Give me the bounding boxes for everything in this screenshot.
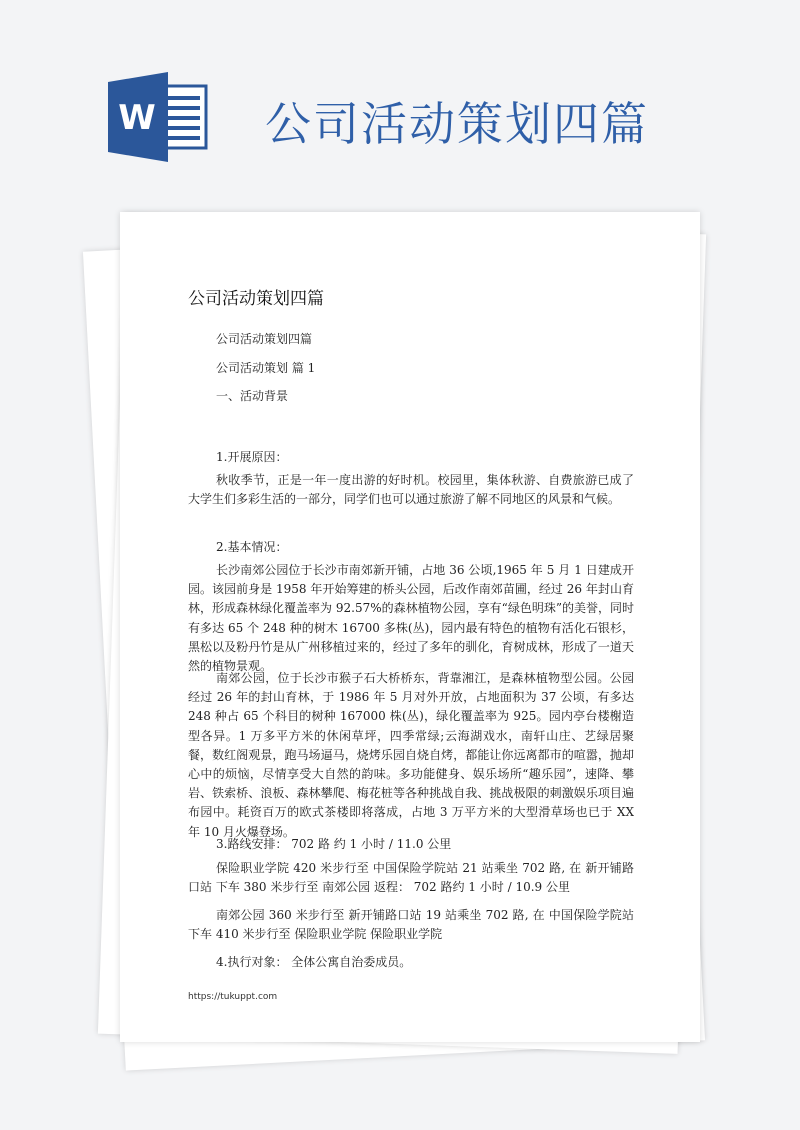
doc-line-1: 公司活动策划四篇: [216, 332, 313, 346]
section-heading-background: 一、活动背景: [216, 389, 289, 403]
banner: [0, 0, 800, 200]
doc-line-2: 公司活动策划 篇 1: [216, 361, 316, 375]
section-heading-reason: 1.开展原因：: [216, 450, 288, 464]
word-icon-letter: W: [118, 98, 156, 138]
paragraph-park-details: 南郊公园，位于长沙市猴子石大桥桥东，背靠湘江，是森林植物型公园。公园经过 26 年的封山育林，于 1986 年 5 月对外开放，占地面积为 37 公顷，有多达 248 种占 65 个科目的树种 167000 株(丛)，绿化覆盖率为 925。园内亭台楼榭造型各异。1 万多平方米的休闲草坪，四季常绿;云海湖戏水，南轩山庄、艺绿居聚餐，数红阁观景，跑马场逼马，烧烤乐园自烧自烤，都能让你远离都市的喧嚣，抛却心中的烦恼，尽情享受大自然的韵味。多功能健身、娱乐场所“趣乐园”，速降、攀岩、铁索桥、浪板、森林攀爬、梅花桩等各种挑战自我、挑战极限的刺激娱乐项目遍布园中。耗资百万的欧式茶楼即将落成，占地 3 万平方米的大型滑草场也已于 XX 年 10 月火爆登场。: [188, 671, 634, 839]
paragraph-route-outbound: 保险职业学院 420 米步行至 中国保险学院站 21 站乘坐 702 路, 在 新开铺路口站 下车 380 米步行至 南郊公园 返程： 702 路约 1 小时 / 10.9 公里: [188, 861, 634, 895]
document-page: [120, 212, 700, 1042]
banner-title: 公司活动策划四篇: [265, 97, 649, 151]
paragraph-park-intro: 长沙南郊公园位于长沙市南郊新开铺，占地 36 公顷,1965 年 5 月 1 日建成开园。该园前身是 1958 年开始筹建的桥头公园，后改作南郊苗圃，经过 26 年封山育林，形成森林绿化覆盖率为 92.57%的森林植物公园，享有“绿色明珠”的美誉，同时有多达 65 个 248 种的树木 16700 多株(丛)，园内最有特色的植物有活化石银杉，黑松以及粉丹竹是从广州移植过来的，经过了多年的驯化，育树成林，形成了一道天然的植物景观。: [188, 563, 634, 674]
paragraph-route-return: 南郊公园 360 米步行至 新开铺路口站 19 站乘坐 702 路, 在 中国保险学院站 下车 410 米步行至 保险职业学院 保险职业学院: [188, 908, 634, 942]
section-heading-basic-info: 2.基本情况：: [216, 540, 288, 554]
paragraph-reason: 秋收季节，正是一年一度出游的好时机。校园里，集体秋游、自费旅游已成了大学生们多彩生活的一部分，同学们也可以通过旅游了解不同地区的风景和气候。: [188, 473, 634, 507]
section-heading-route: 3.路线安排： 702 路 约 1 小时 / 11.0 公里: [216, 837, 452, 851]
document-title: 公司活动策划四篇: [188, 289, 324, 309]
word-document-icon: [108, 72, 218, 162]
footer-url[interactable]: https://tukuppt.com: [188, 992, 278, 1002]
section-heading-target: 4.执行对象： 全体公寓自治委成员。: [216, 955, 412, 969]
